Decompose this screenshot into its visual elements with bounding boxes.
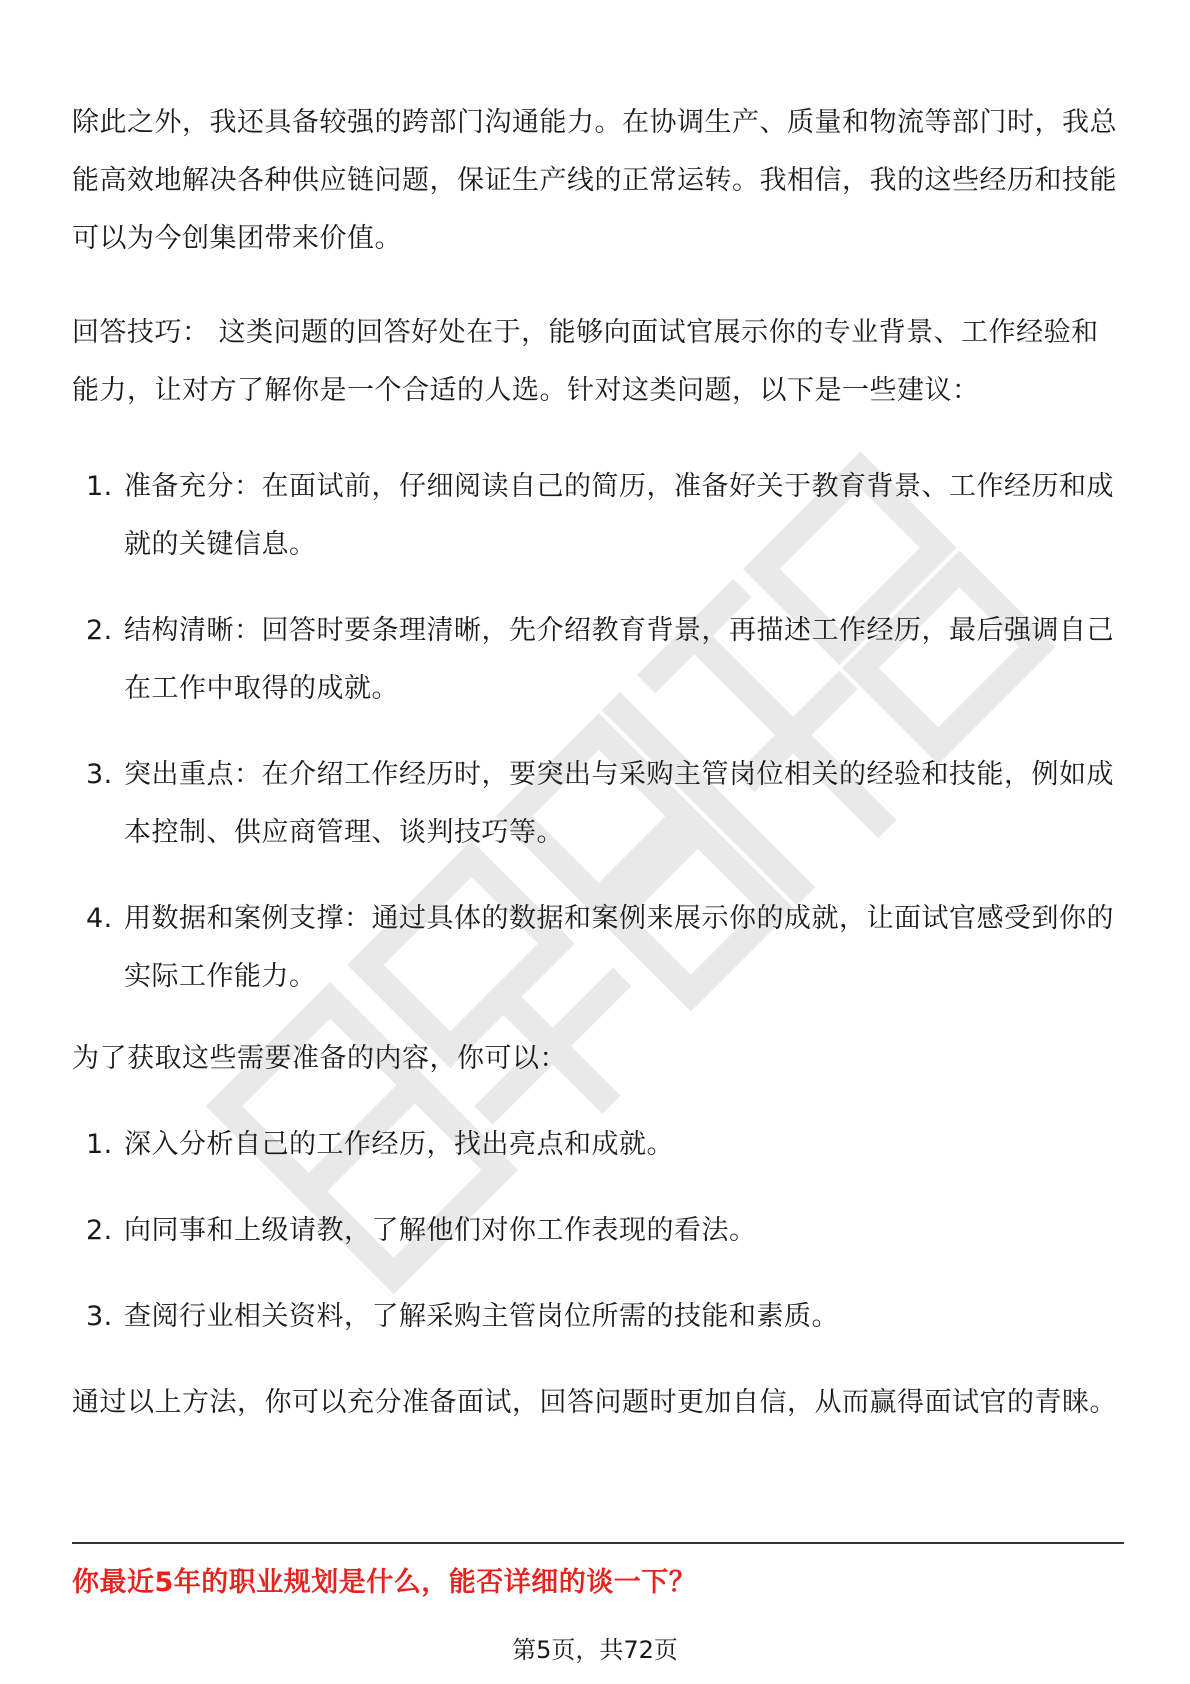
list-item [72, 602, 1122, 718]
list-item-text: 突出重点：在介绍工作经历时，要突出与采购主管岗位相关的经验和技能，例如成本控制、供应商管理、谈判技巧等。 [124, 759, 1114, 848]
list-item [72, 746, 1122, 862]
list-item-number: 4. [86, 903, 113, 934]
list-item-text: 结构清晰：回答时要条理清晰，先介绍教育背景，再描述工作经历，最后强调自己在工作中取得的成就。 [124, 615, 1114, 704]
list-item-number: 2. [86, 615, 113, 646]
list-item-text: 查阅行业相关资料，了解采购主管岗位所需的技能和素质。 [124, 1301, 839, 1332]
next-question-heading: 你最近5年的职业规划是什么，能否详细的谈一下？ [72, 1567, 697, 1598]
intro-paragraph: 除此之外，我还具备较强的跨部门沟通能力。在协调生产、质量和物流等部门时，我总能高效地解决各种供应链问题，保证生产线的正常运转。我相信，我的这些经历和技能可以为今创集团带来价值。 [72, 107, 1117, 254]
list-item-text: 向同事和上级请教，了解他们对你工作表现的看法。 [124, 1215, 757, 1246]
list-item-text: 准备充分：在面试前，仔细阅读自己的简历，准备好关于教育背景、工作经历和成就的关键信息。 [124, 471, 1114, 560]
preparation-intro: 为了获取这些需要准备的内容，你可以： [72, 1043, 567, 1074]
list-item-number: 3. [86, 759, 113, 790]
preparation-list [72, 1116, 1122, 1346]
conclusion-paragraph: 通过以上方法，你可以充分准备面试，回答问题时更加自信，从而赢得面试官的青睐。 [72, 1387, 1117, 1418]
list-item-number: 1. [86, 471, 113, 502]
list-item [72, 890, 1122, 1006]
answer-tips-paragraph: 回答技巧： 这类问题的回答好处在于，能够向面试官展示你的专业背景、工作经验和能力，让对方了解你是一个合适的人选。针对这类问题，以下是一些建议： [72, 317, 1099, 406]
list-item [72, 1288, 1122, 1346]
list-item-number: 3. [86, 1301, 113, 1332]
section-divider [72, 1542, 1124, 1544]
suggestion-list [72, 458, 1122, 1006]
list-item-number: 2. [86, 1215, 113, 1246]
list-item-text: 深入分析自己的工作经历，找出亮点和成就。 [124, 1129, 674, 1160]
page-number: 第5页，共72页 [512, 1636, 678, 1664]
list-item [72, 1116, 1122, 1174]
list-item [72, 1202, 1122, 1260]
list-item [72, 458, 1122, 574]
list-item-number: 1. [86, 1129, 113, 1160]
list-item-text: 用数据和案例支撑：通过具体的数据和案例来展示你的成就，让面试官感受到你的实际工作能力。 [124, 903, 1114, 992]
document-body [72, 94, 1122, 1432]
